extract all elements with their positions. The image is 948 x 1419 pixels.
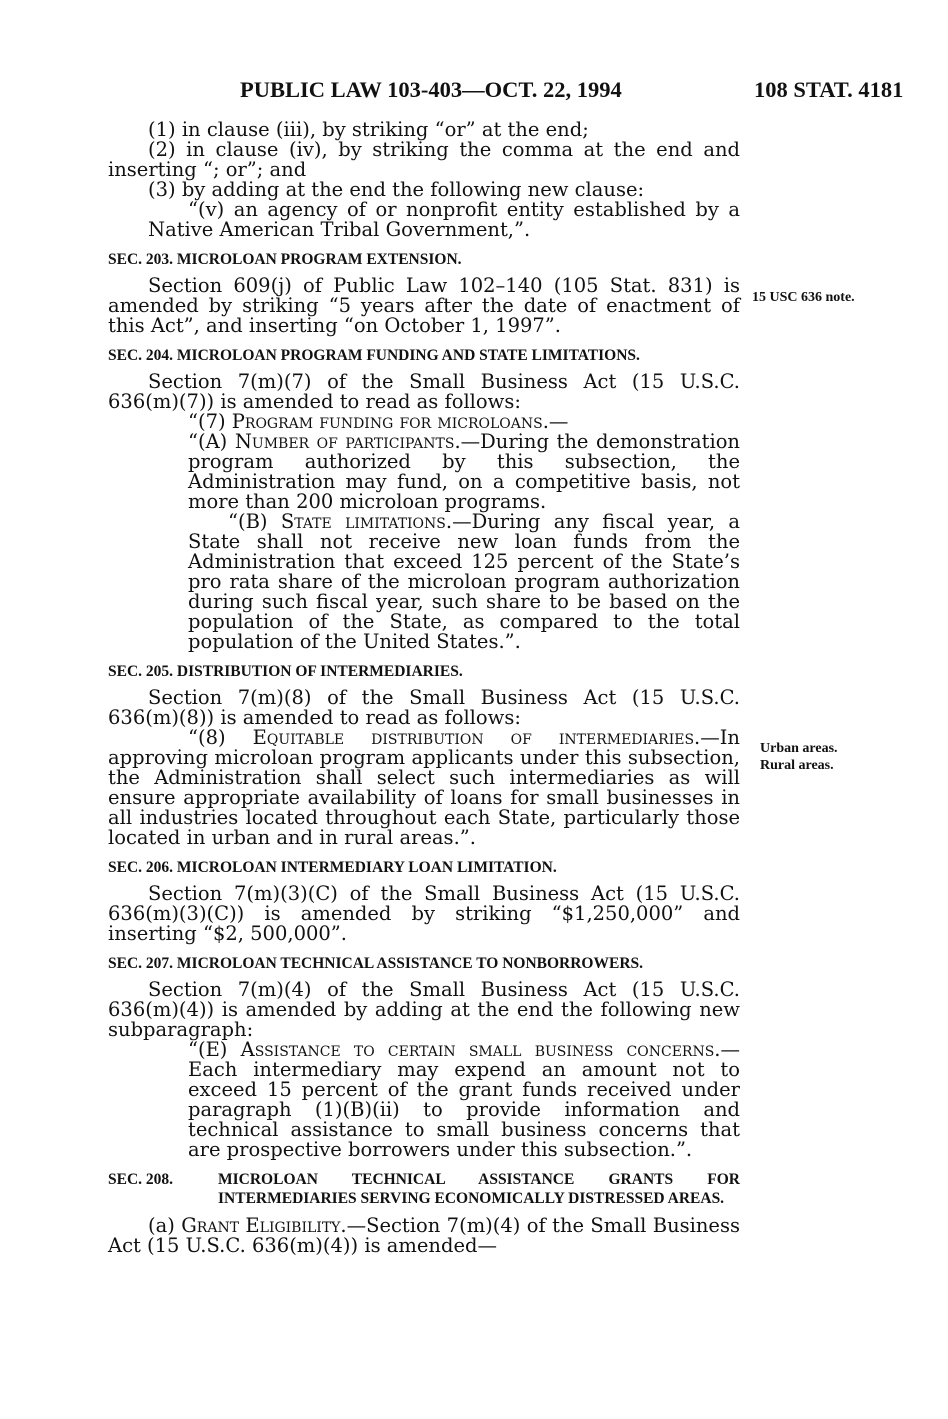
subparagraph-a-text: —During the demonstration program authorized by this subsection, the Administration may fund, on a competitive basis, not more than 200 microloan programs. <box>188 430 740 513</box>
subparagraph-a-number: “(A) <box>188 430 228 453</box>
section-204-intro: Section 7(m)(7) of the Small Business Act (15 U.S.C. 636(m)(7)) is amended to read as follows: <box>108 370 740 413</box>
subparagraph-b-text: —During any fiscal year, a State shall not receive new loan funds from the Administration that exceed 125 percent of the State’s pro rata share of the microloan program authorization during such fiscal year, such share to be based on the population of the State, as compared to the total population of the United States.”. <box>188 510 741 653</box>
paragraph-7-heading <box>108 412 740 432</box>
paragraph-7-number: “(7) <box>188 410 226 433</box>
subparagraph-b-number: “(B) <box>228 510 268 533</box>
section-204-heading: SEC. 204. MICROLOAN PROGRAM FUNDING AND STATE LIMITATIONS. <box>108 347 640 364</box>
paragraph-8-text: —In approving microloan program applicants under this subsection, the Administration shall select such intermediaries as will ensure appropriate availability of loans for small businesses in all industries located throughout each State, particularly those located in urban and in rural areas.”. <box>108 726 740 849</box>
section-206-text: Section 7(m)(3)(C) of the Small Business Act (15 U.S.C. 636(m)(3)(C)) is amended by striking “$1,250,000” and inserting “$2, 500,000”. <box>108 882 740 945</box>
section-206-heading: SEC. 206. MICROLOAN INTERMEDIARY LOAN LIMITATION. <box>108 859 557 876</box>
clause-2: (2) in clause (iv), by striking the comma at the end and inserting “; or”; and <box>108 138 740 181</box>
statute-body <box>108 120 740 1256</box>
subparagraph-e-title: Assistance to certain small business concerns. <box>240 1038 721 1061</box>
subparagraph-e-number: “(E) <box>188 1038 228 1061</box>
subsection-a-text: —Section 7(m)(4) of the Small Business Act (15 U.S.C. 636(m)(4)) is amended— <box>108 1214 740 1257</box>
margin-note-usc: 15 USC 636 note. <box>752 290 855 305</box>
clause-v: “(v) an agency of or nonprofit entity established by a Native American Tribal Government,”. <box>148 198 740 241</box>
paragraph-7-title: Program funding for microloans. <box>231 410 549 433</box>
margin-note-urban-areas: Urban areas. <box>760 741 838 756</box>
subparagraph-e <box>108 1040 740 1160</box>
running-head-page-cite: 108 STAT. 4181 <box>754 77 904 102</box>
subparagraph-b <box>108 512 740 652</box>
subparagraph-e-text: —Each intermediary may expend an amount not to exceed 15 percent of the grant funds received under paragraph (1)(B)(ii) to provide information and technical assistance to small business concerns that are prospective borrowers under this subsection.”. <box>188 1038 740 1161</box>
subparagraph-b-title: State limitations. <box>280 510 453 533</box>
section-203-heading: SEC. 203. MICROLOAN PROGRAM EXTENSION. <box>108 251 462 268</box>
subparagraph-a <box>108 432 740 512</box>
section-207-heading: SEC. 207. MICROLOAN TECHNICAL ASSISTANCE TO NONBORROWERS. <box>108 955 644 972</box>
section-208-number: SEC. 208. <box>108 1171 174 1188</box>
section-205-intro: Section 7(m)(8) of the Small Business Act (15 U.S.C. 636(m)(8)) is amended to read as follows: <box>108 686 740 729</box>
section-207-intro: Section 7(m)(4) of the Small Business Act (15 U.S.C. 636(m)(4)) is amended by adding at the end the following new subparagraph: <box>108 978 740 1041</box>
margin-note-rural-areas: Rural areas. <box>760 758 834 773</box>
section-203-text: Section 609(j) of Public Law 102–140 (105 Stat. 831) is amended by striking “5 years after the date of enactment of this Act”, and inserting “on October 1, 1997”. <box>108 274 740 337</box>
clause-1: (1) in clause (iii), by striking “or” at the end; <box>148 118 589 141</box>
paragraph-7-dash: — <box>548 410 569 433</box>
running-head-title: PUBLIC LAW 103-403—OCT. 22, 1994 <box>240 77 622 102</box>
paragraph-8-title: Equitable distribution of intermediaries. <box>252 726 701 749</box>
paragraph-8 <box>108 728 740 848</box>
paragraph-8-number: “(8) <box>188 726 226 749</box>
section-208-heading <box>108 1170 740 1208</box>
subsection-a-title: Grant Eligibility. <box>181 1214 347 1237</box>
section-205-heading: SEC. 205. DISTRIBUTION OF INTERMEDIARIES. <box>108 663 463 680</box>
clause-3: (3) by adding at the end the following new clause: <box>148 178 645 201</box>
subparagraph-a-title: Number of participants. <box>234 430 461 453</box>
section-208-subsection-a <box>108 1216 740 1256</box>
subsection-a-number: (a) <box>148 1214 175 1237</box>
section-208-title: MICROLOAN TECHNICAL ASSISTANCE GRANTS FOR INTERMEDIARIES SERVING ECONOMICALLY DISTRESSED AREAS. <box>218 1171 740 1207</box>
